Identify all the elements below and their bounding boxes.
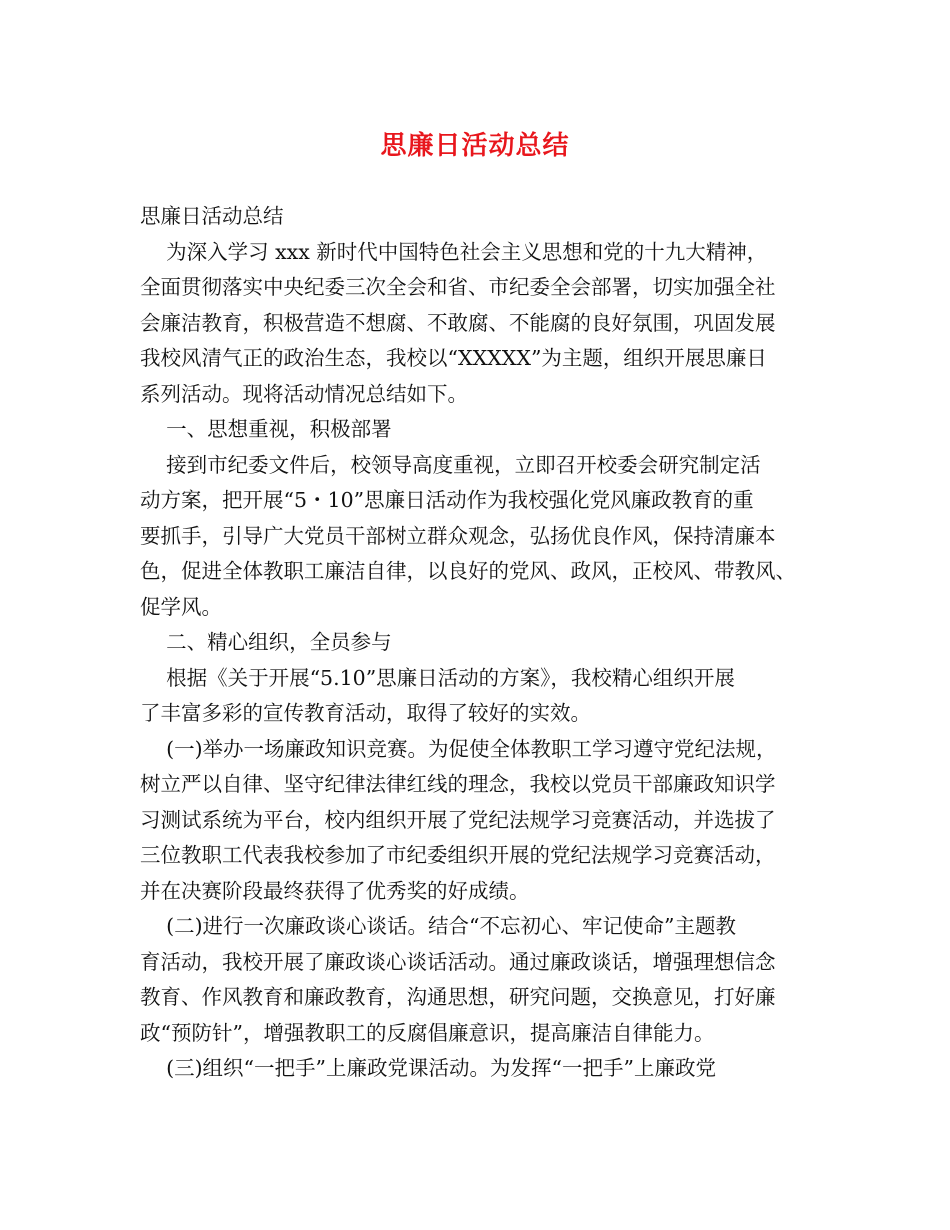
- text-line: 我校风清气正的政治生态，我校以“XXXXX”为主题，组织开展思廉日: [140, 346, 767, 370]
- text-line: 会廉洁教育，积极营造不想腐、不敢腐、不能腐的良好氛围，巩固发展: [140, 310, 776, 335]
- text-line: 系列活动。现将活动情况总结如下。: [140, 381, 468, 406]
- text-line: 接到市纪委文件后，校领导高度重视，立即召开校委会研究制定活: [140, 452, 761, 477]
- text-line: 全面贯彻落实中央纪委三次全会和省、市纪委全会部署，切实加强全社: [140, 275, 776, 299]
- text-line: 思廉日活动总结: [140, 204, 284, 228]
- text-line: 教育、作风教育和廉政教育，沟通思想，研究问题，交换意见，打好廉: [140, 985, 776, 1009]
- text-line: (一)举办一场廉政知识竞赛。为促使全体教职工学习遵守党纪法规，: [140, 736, 777, 761]
- text-line: 根据《关于开展“5.10”思廉日活动的方案》，我校精心组织开展: [140, 665, 735, 690]
- text-line: 要抓手，引导广大党员干部树立群众观念，弘扬优良作风，保持清廉本: [140, 523, 776, 548]
- text-line: 树立严以自律、坚守纪律法律红线的理念，我校以党员干部廉政知识学: [140, 772, 776, 796]
- text-line: 二、精心组织，全员参与: [140, 630, 392, 654]
- text-line: (三)组织“一把手”上廉政党课活动。为发挥“一把手”上廉政党: [140, 1056, 716, 1080]
- text-line: 促学风。: [140, 594, 222, 619]
- document-body: [140, 199, 830, 1087]
- text-line: 一、思想重视，积极部署: [140, 417, 392, 441]
- text-line: 三位教职工代表我校参加了市纪委组织开展的党纪法规学习竞赛活动，: [140, 843, 776, 867]
- text-line: 习测试系统为平台，校内组织开展了党纪法规学习竞赛活动，并选拔了: [140, 807, 776, 832]
- text-line: 并在决赛阶段最终获得了优秀奖的好成绩。: [140, 878, 530, 903]
- document-title: 思廉日活动总结: [380, 131, 570, 161]
- text-line: 色，促进全体教职工廉洁自律，以良好的党风、政风，正校风、带教风、: [140, 559, 796, 583]
- text-line: (二)进行一次廉政谈心谈话。结合“不忘初心、牢记使命”主题教: [140, 914, 737, 938]
- text-line: 了丰富多彩的宣传教育活动，取得了较好的实效。: [140, 701, 591, 725]
- text-line: 政“预防针”，增强教职工的反腐倡廉意识，提高廉洁自律能力。: [140, 1020, 715, 1045]
- text-line: 育活动，我校开展了廉政谈心谈话活动。通过廉政谈话，增强理想信念: [140, 949, 776, 974]
- text-line: 动方案，把开展“5・10”思廉日活动作为我校强化党风廉政教育的重: [140, 488, 754, 512]
- text-line: 为深入学习 xxx 新时代中国特色社会主义思想和党的十九大精神，: [140, 239, 768, 264]
